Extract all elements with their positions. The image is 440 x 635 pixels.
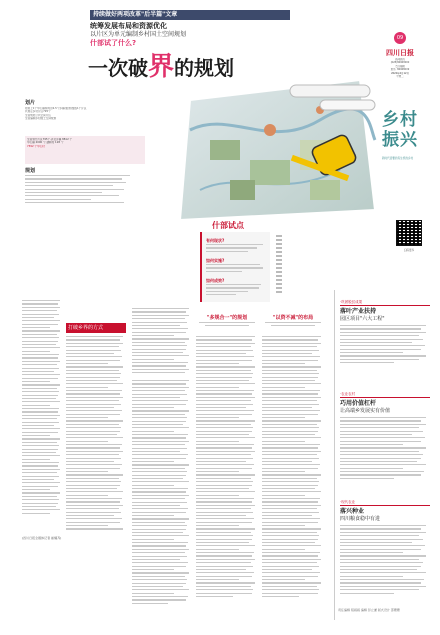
column-c-heading [262,314,324,330]
column-c-heading-sub [262,322,324,330]
rail-item-2-title: 巧用价值杠杆 [340,400,377,407]
rail-item-2-tag: ·农业农村 [340,392,430,398]
main-title-prefix: 一次破 [88,56,148,80]
fact-3: 全省规划公共空间片区 [25,113,51,117]
masthead-info [380,58,420,78]
column-b-heading [196,314,258,330]
stats-line-3: 7392 个中心村 [27,144,45,148]
pilot-box-title: 什部试点 [212,221,244,230]
rail-item-3-tag: ·现代农业 [340,500,430,506]
masthead-info-1: 新闻热线 [395,58,405,61]
footer-editors: 责任编辑 程娟娟 编辑 彭立谦 版式设计 邵珊珊 [338,608,400,612]
column-b-body [132,380,192,610]
column-a-body [66,336,126,536]
rail-item-2-sub: 让高端乡发展实有价值 [340,408,391,414]
facts-block [25,100,165,121]
fact-4: 全省编制乡村国土空间规划 [25,117,57,121]
column-b-top [132,308,192,376]
rail-item-3-sub: 四川粮食稳中有进 [340,516,381,522]
masthead-info-2: (028)86968000 [390,61,410,65]
rail-divider [334,290,335,620]
pilot-q1: 有何现状? [206,238,225,243]
rail-item-1-tag: ·巩固脱贫成果 [340,300,430,306]
pilot-q2: 如何实施? [206,258,225,263]
kicker-text: 持续做好两项改革"后半篇"文章 [93,11,178,18]
stats-line-1: 全省划分片区795个,涉及乡镇 8812 个 [27,138,73,141]
section-title: 乡村振兴 [382,110,418,150]
facts-heading: 划片 [25,100,36,106]
headline-line-2: 以片区为单元编制乡村国土空间规划 [90,31,187,38]
pilot-q3: 如何成效? [206,278,225,283]
page-number-text: 09 [396,35,404,41]
qr-caption: 扫码更多 [403,249,415,252]
rail-item-1 [340,300,430,369]
column-a-heading-text: 打破乡界的方式 [68,325,104,331]
headline-line-3: 什部试了什么? [90,39,137,47]
masthead-info-6: 星期二 [396,75,404,79]
masthead-info-3: 责任编辑 [395,64,405,68]
rail-item-2-body [340,417,430,487]
rail-item-1-body [340,325,430,369]
headline-line-1: 统筹发展布局和资源优化 [90,22,167,30]
column-a-heading [66,323,126,333]
fact-1: 原则上1个中心镇和周边2-5个乡镇(街道)组成1个片区 [25,107,87,110]
main-title-highlight: 界 [148,52,175,82]
pilot-q3-text [206,284,266,298]
byline-credit: (四川日报全媒体记者 崔耀齐) [22,536,62,540]
stats-line-2: 中心镇 2000 个,建制村 128 个 [27,141,64,145]
map-svg [170,70,380,230]
rail-item-3 [340,500,430,605]
pilot-q2-text [206,264,266,274]
pilot-box [200,221,270,302]
pilot-q1-text [206,244,266,254]
plan-block [25,168,165,209]
rail-item-1-title: 落叶产业扶持 [340,308,377,315]
stats-box [25,136,145,164]
fact-2: 共划定乡村片区795个 [25,110,51,114]
masthead-info-5: 2022年4月12日 [391,71,409,75]
main-title-suffix: 的规划 [174,56,235,80]
column-c-heading-text: "以资不减"的布局 [272,315,314,321]
column-c-body [196,336,258,606]
page-number-badge [394,32,406,44]
paper-name: 四川日报 [386,48,414,57]
planning-map-illustration [170,70,380,230]
column-b-heading-text: "多规合一"的规划 [206,315,248,321]
photo-caption-vertical [276,235,282,295]
rail-item-1-sub: 园区项目"六大工程" [340,316,385,322]
headline-block [90,22,280,48]
kicker-bar [90,10,290,20]
column-d-body [262,336,324,606]
rail-item-3-body [340,525,430,605]
qr-code[interactable] [396,220,422,246]
left-body-column [22,300,62,530]
masthead-info-4: 联系: 86968009 [390,68,410,72]
rail-item-2 [340,392,430,487]
plan-text [25,175,135,209]
rail-item-3-title: 落兴种业 [340,508,365,515]
section-subtitle: 新时代需要的有生机的乡村 [382,157,414,160]
plan-heading: 规划 [25,168,36,174]
column-b-heading-sub [196,322,258,330]
